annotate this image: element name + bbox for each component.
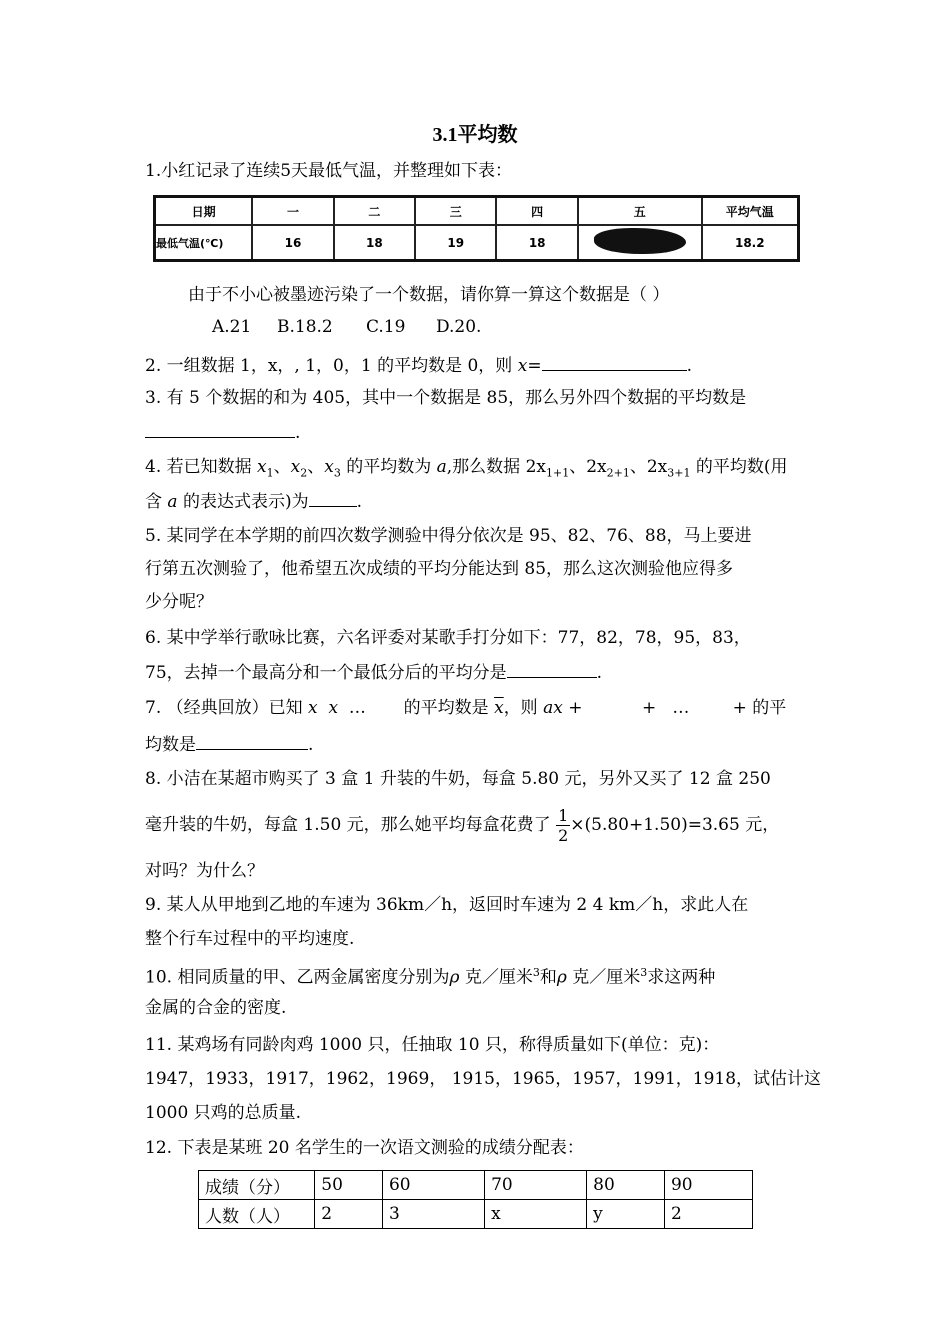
table-cell: 三 xyxy=(415,197,496,226)
q7-xbar: $\overline{x}$ xyxy=(494,698,504,718)
q4-sub: 3+1 xyxy=(667,466,691,480)
q4-sep: 、 xyxy=(307,457,325,477)
q9-line2: 整个行车过程中的平均速度. xyxy=(145,929,355,949)
q7-plus: + xyxy=(732,698,747,718)
q6-line2 xyxy=(145,661,602,684)
table-cell: 60 xyxy=(382,1171,484,1200)
q4-term: 2x xyxy=(586,457,607,477)
q3-answer-blank xyxy=(145,421,295,438)
table-cell: 19 xyxy=(415,225,496,261)
q7-text: 均数是 xyxy=(145,735,196,755)
q4-var: x xyxy=(324,457,334,477)
table-cell: y xyxy=(587,1200,665,1229)
q1-prompt: 由于不小心被墨迹污染了一个数据，请你算一算这个数据是（ ） xyxy=(188,285,670,305)
table-cell: 平均气温 xyxy=(702,197,799,226)
q2-eq: = xyxy=(527,356,542,376)
q2-var: x xyxy=(517,356,528,376)
q7-line2 xyxy=(145,733,313,756)
q6-line1: 6. 某中学举行歌咏比赛，六名评委对某歌手打分如下：77，82，78，95，83， xyxy=(145,628,751,648)
q4-term: 2x xyxy=(646,457,668,477)
q4-var: x xyxy=(257,457,267,477)
table-cell: 四 xyxy=(496,197,577,226)
q10-line1 xyxy=(145,962,715,989)
q7-end: . xyxy=(308,735,314,755)
q8-line3: 对吗？为什么？ xyxy=(145,861,264,881)
q2-answer-blank xyxy=(542,354,687,371)
q7-ax: ax xyxy=(543,698,563,718)
q4-answer-blank xyxy=(309,490,357,507)
q10-rho: ρ xyxy=(449,967,460,988)
q4-sub: 3 xyxy=(333,466,341,480)
q7-var: x xyxy=(328,698,339,718)
q7-dots: … xyxy=(348,698,366,718)
temperature-table xyxy=(153,195,800,262)
table-cell: 50 xyxy=(315,1171,383,1200)
table-cell: 3 xyxy=(382,1200,484,1229)
q8-fraction xyxy=(556,806,570,845)
q4-term: 2x xyxy=(525,457,546,477)
ink-stain-cell xyxy=(578,225,702,261)
q10-sup: 3 xyxy=(532,966,540,979)
q5-line1: 5. 某同学在本学期的前四次数学测验中得分依次是 95、82、76、88，马上要进 xyxy=(145,526,752,546)
fraction-numerator: 1 xyxy=(558,806,569,825)
q11-line3: 1000 只鸡的总质量. xyxy=(145,1103,302,1123)
q7-text: 7. （经典回放）已知 xyxy=(145,698,309,718)
q1-option-c: C.19 xyxy=(366,317,406,337)
q4-sep: 、 xyxy=(273,457,291,477)
table-cell: 70 xyxy=(485,1171,587,1200)
table-cell: 18 xyxy=(496,225,577,261)
q4-text: 的表达式表示)为 xyxy=(177,492,309,512)
table-cell: 2 xyxy=(315,1200,383,1229)
table-cell: 人数（人） xyxy=(199,1200,315,1229)
q4-text-a: 4. 若已知数据 xyxy=(145,457,258,477)
q8-text: ×(5.80+1.50)=3.65 元， xyxy=(570,815,780,835)
table-cell: 最低气温(℃) xyxy=(155,225,253,261)
q1-option-a: A.21 xyxy=(212,317,252,337)
q4-sep: 、 xyxy=(629,457,647,477)
q4-text-d: 的平均数(用 xyxy=(690,457,788,477)
q4-sub: 2 xyxy=(300,466,308,480)
q7-dots: … xyxy=(672,698,690,718)
page-title: 3.1平均数 xyxy=(432,124,518,146)
q10-text: 克／厘米 xyxy=(459,967,533,988)
q6-answer-blank xyxy=(507,661,597,678)
table-cell: 18 xyxy=(334,225,415,261)
q8-text: 毫升装的牛奶，每盒 1.50 元，那么她平均每盒花费了 xyxy=(145,815,551,835)
q7-var: x xyxy=(308,698,318,718)
table-cell: 18.2 xyxy=(702,225,799,261)
q4-text-b: 的平均数为 xyxy=(340,457,437,477)
q10-rho: ρ xyxy=(556,967,567,988)
q3-line1: 3. 有 5 个数据的和为 405，其中一个数据是 85，那么另外四个数据的平均数是 xyxy=(145,388,747,408)
table-cell: 日期 xyxy=(155,197,253,226)
q1-option-d: D.20. xyxy=(436,317,482,337)
q7-text: 的平 xyxy=(746,698,787,718)
q10-sup: 3 xyxy=(640,966,648,979)
q4-avar: a xyxy=(436,457,447,477)
q3-end: . xyxy=(295,423,301,443)
table-cell: 成绩（分） xyxy=(199,1171,315,1200)
q10-text: 克／厘米 xyxy=(566,967,641,988)
q7-plus: + xyxy=(568,698,583,718)
q7-plus: + xyxy=(641,698,657,718)
q7-line1 xyxy=(145,697,786,719)
table-cell: 二 xyxy=(334,197,415,226)
ink-stain xyxy=(594,228,686,254)
table-row xyxy=(155,225,799,261)
q7-answer-blank xyxy=(196,733,308,750)
fraction-denominator: 2 xyxy=(558,826,569,845)
q2-line xyxy=(145,354,692,377)
q2-end: . xyxy=(686,356,692,376)
q4-sub: 1+1 xyxy=(545,466,570,480)
q6-end: . xyxy=(596,663,603,683)
score-table xyxy=(198,1170,753,1229)
q2-text: 2. 一组数据 1，x，, 1，0，1 的平均数是 0，则 xyxy=(145,356,518,376)
q4-text-c: ,那么数据 xyxy=(446,457,526,477)
table-cell: 2 xyxy=(664,1200,752,1229)
q4-sep: 、 xyxy=(569,457,587,477)
q3-line2 xyxy=(145,421,300,444)
q12-text: 12. 下表是某班 20 名学生的一次语文测验的成绩分配表： xyxy=(145,1138,584,1158)
table-cell: 16 xyxy=(252,225,333,261)
table-row xyxy=(155,197,799,226)
q4-text: 含 xyxy=(145,492,168,512)
q4-line1 xyxy=(145,456,788,484)
q8-line1: 8. 小洁在某超市购买了 3 盒 1 升装的牛奶，每盒 5.80 元，另外又买了 12 盒 250 xyxy=(145,769,771,789)
table-cell: 五 xyxy=(578,197,702,226)
q8-line2 xyxy=(145,805,779,845)
q4-var: x xyxy=(290,457,301,477)
q1-option-b: B.18.2 xyxy=(277,317,333,337)
q4-avar: a xyxy=(167,492,178,512)
table-cell: 90 xyxy=(664,1171,752,1200)
q10-text: 和 xyxy=(539,967,557,988)
q6-text: 75，去掉一个最高分和一个最低分后的平均分是 xyxy=(145,663,507,683)
q1-text: 1.小红记录了连续5天最低气温，并整理如下表： xyxy=(145,161,513,181)
table-cell: 一 xyxy=(252,197,333,226)
q4-sub: 2+1 xyxy=(606,466,630,480)
q4-end: . xyxy=(356,492,362,512)
q10-text: 求这两种 xyxy=(647,967,716,988)
q4-sub: 1 xyxy=(266,466,274,480)
q5-line3: 少分呢？ xyxy=(145,592,213,612)
q10-line2: 金属的合金的密度. xyxy=(145,998,287,1018)
q7-text: ，则 xyxy=(503,698,544,718)
table-cell: 80 xyxy=(587,1171,665,1200)
q11-line2: 1947，1933，1917，1962，1969， 1915，1965，1957，1991，1918，试估计这 xyxy=(145,1069,822,1089)
q4-line2 xyxy=(145,490,362,513)
q5-line2: 行第五次测验了，他希望五次成绩的平均分能达到 85，那么这次测验他应得多 xyxy=(145,559,734,579)
q10-text: 10. 相同质量的甲、乙两金属密度分别为 xyxy=(145,967,450,988)
q9-line1: 9. 某人从甲地到乙地的车速为 36km／h，返回时车速为 2 4 km／h，求此人在 xyxy=(145,895,749,915)
table-row xyxy=(199,1200,753,1229)
q7-text: 的平均数是 xyxy=(398,698,495,718)
table-row xyxy=(199,1171,753,1200)
table-cell: x xyxy=(485,1200,587,1229)
q11-line1: 11. 某鸡场有同龄肉鸡 1000 只，任抽取 10 只，称得质量如下(单位：克)： xyxy=(145,1035,720,1055)
